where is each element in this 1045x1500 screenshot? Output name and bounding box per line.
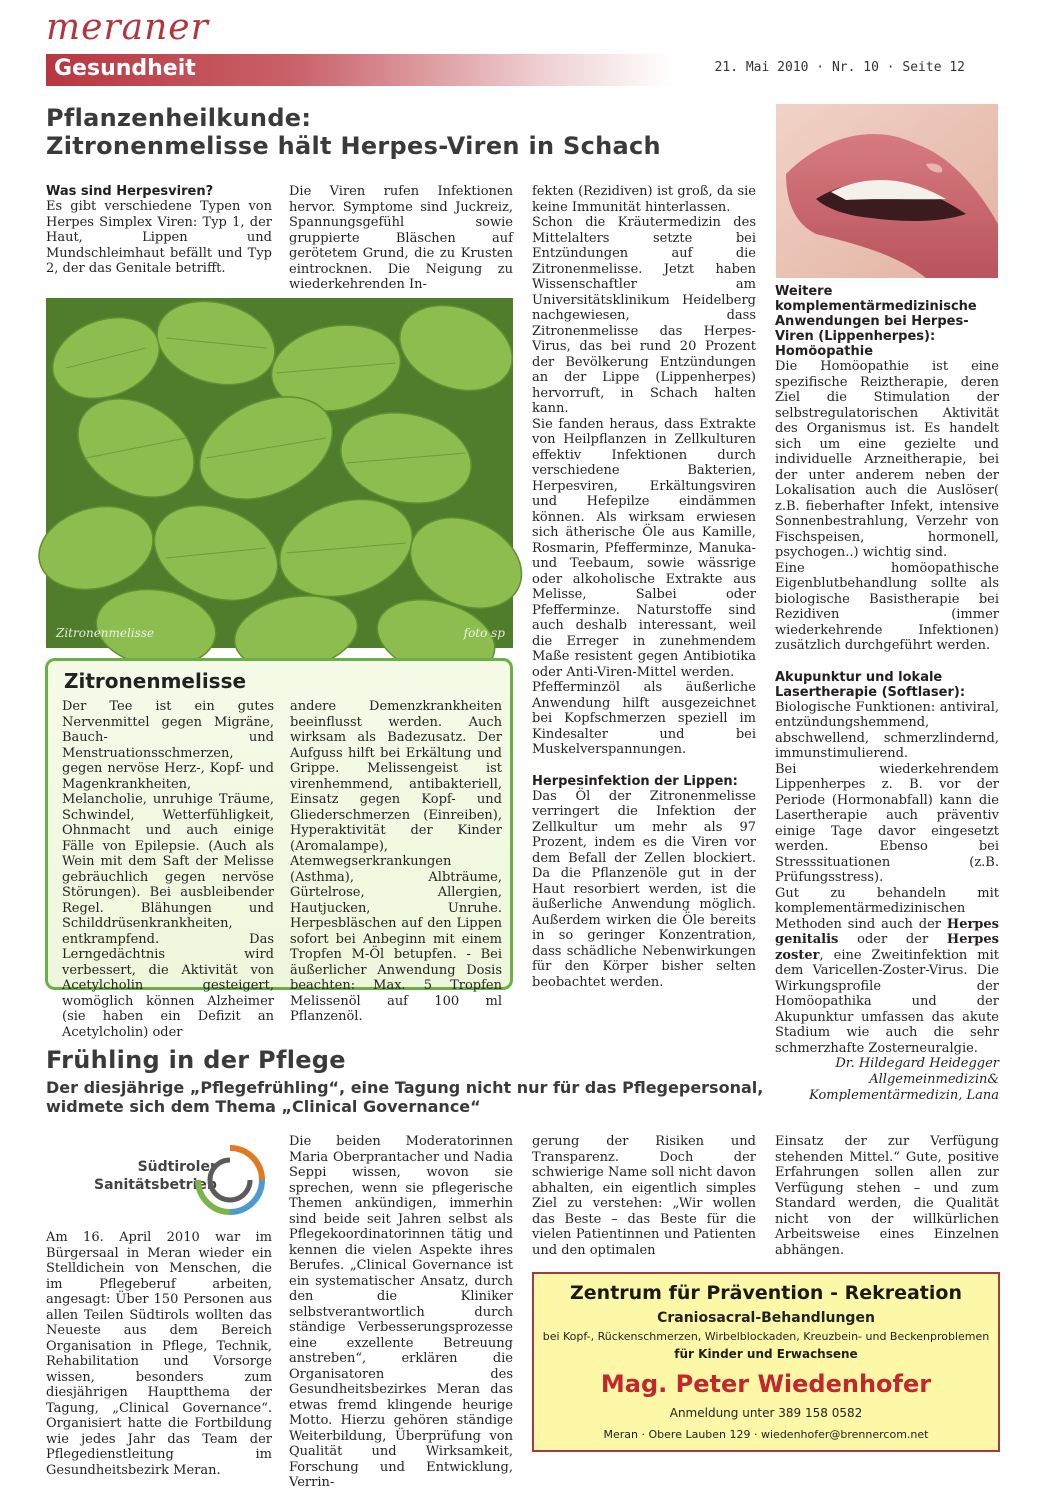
article2-col4 (775, 1134, 999, 1264)
subheading-homoeopathie: Homöopathie (775, 344, 874, 359)
paragraph: Biologische Funktionen: antiviral, entzündungshemmend, abschwellend, schmerzlindernd, immunstimulierend. (775, 699, 999, 761)
ad-phone: Anmeldung unter 389 158 0582 (669, 1406, 863, 1420)
article1-col4 (775, 284, 999, 1103)
suedtiroler-sanitaetsbetrieb-logo: Südtiroler Sanitätsbetrieb (46, 1138, 272, 1224)
article2-col1 (46, 1230, 272, 1478)
article1-col1 (46, 184, 272, 284)
advertisement (532, 1272, 1000, 1452)
author-affiliation: Allgemeinmedizin& Komplementärmedizin, Lana (809, 1072, 999, 1103)
article2-title: Frühling in der Pflege (46, 1046, 346, 1074)
article2-col2 (289, 1134, 513, 1490)
subheading-herpesviren: Was sind Herpesviren? (46, 184, 214, 199)
info-box-col2 (290, 699, 502, 1024)
paragraph: andere Demenzkrankheiten beeinflusst werden. Auch wirksam als Badezusatz. Der Aufguss hilft bei Erkältung und Grippe. Melissengeist ist virenhemmend, antibakteriell, Einsatz gegen Kopf- und Gliederschmerzen (Einreiben), Hyperaktivität der Kinder (Aromalampe), Atemwegserkrankungen (Asthma), Albträume, Gürtelrose, Allergien, Hautjucken, Unruhe. Herpesbläschen auf den Lippen sofort bei Anbeginn mit einem Tropfen M-Öl betupfen. - Bei äußerlicher Anwendung Dosis beachten: Max. 5 Tropfen Melissenöl auf 100 ml Pflanzenöl. (290, 699, 502, 1024)
paragraph: fekten (Rezidiven) ist groß, da sie keine Immunität hinterlassen. (532, 184, 756, 215)
paragraph: Eine homöopathische Eigenblutbehandlung sollte als biologische Basistherapie bei Rezidiven (immer wiederkehrende Infektionen) zusätzlich durchgeführt werden. (775, 560, 999, 653)
paragraph: Bei wiederkehrendem Lippenherpes z. B. vor der Periode (Hormonabfall) kann die Lasertherapie auch präventiv einige Tage davor eingesetzt werden. Ebenso bei Stresssituationen (z.B. Prüfungsstress). (775, 761, 999, 885)
info-box-col1 (62, 699, 274, 1040)
photo-credit: foto sp (463, 626, 505, 640)
subheading-akupunktur: Akupunktur und lokale Lasertherapie (Softlaser): (775, 669, 966, 700)
info-box-zitronenmelisse (45, 658, 513, 1040)
photo-caption: Zitronenmelisse (56, 626, 155, 640)
paragraph: Der Tee ist ein gutes Nervenmittel gegen Migräne, Bauch- und Menstruationsschmerzen, gegen nervöse Herz-, Kopf- und Magenkrankheiten, Melancholie, unruhige Träume, Schwindel, Wetterfühligkeit, Ohnmacht und auch einige Fälle von Epilepsie. (Auch als Wein mit dem Saft der Melisse gebräuchlich gegen nervöse Störungen). Bei ausbleibender Regel. Blähungen und Schilddrüsenkrankheiten, entkrampfend. Das Lerngedächtnis wird verbessert, die Aktivität von Acetylcholin gesteigert, womöglich können Alzheimer (sie haben ein Defizit an Acetylcholin) oder (62, 699, 274, 1040)
paragraph: Es gibt verschiedene Typen von Herpes Simplex Viren: Typ 1, der Haut, Lippen und Mundschleimhaut befällt und Typ 2, der das Genitale betrifft. (46, 199, 272, 276)
subheading-komplementaer: Weitere komplementärmedizinische Anwendungen bei Herpes-Viren (Lippenherpes): (775, 284, 977, 344)
section-title: Gesundheit (54, 56, 196, 81)
paragraph: Einsatz der zur Verfügung stehenden Mittel.“ Gute, positive Erfahrungen sollen allen zur Verfügung stehen – und zum Standard werden, die Qualität nicht von der willkürlichen Arbeitsweise eines Einzelnen abhängen. (775, 1134, 999, 1258)
article2-col3 (532, 1134, 756, 1264)
author-name: Dr. Hildegard Heidegger (835, 1056, 999, 1071)
paragraph: Sie fanden heraus, dass Extrakte von Heilpflanzen in Zellkulturen effektiv Infektionen durch verschiedene Bakterien, Herpesviren, Erkältungsviren und Hefepilze eindämmen können. Als wirksam erwiesen sich ätherische Öle aus Kamille, Rosmarin, Pfefferminze, Manuka- und Teebaum, sowie wässrige oder alkoholische Extrakte aus Melisse, Salbei oder Pfefferminze. Naturstoffe sind auch deshalb interessant, weil die Erreger in zunehmendem Maße resistent gegen Antibiotika oder Anti-Viren-Mittel werden. (532, 416, 756, 680)
ad-description: bei Kopf-, Rückenschmerzen, Wirbelblockaden, Kreuzbein- und Beckenproblemen (542, 1330, 990, 1343)
section-bar (46, 54, 674, 86)
ad-target: für Kinder und Erwachsene (674, 1347, 858, 1361)
ad-service: Craniosacral-Behandlungen (657, 1310, 875, 1326)
article-title-line1: Pflanzenheilkunde: (46, 104, 312, 132)
lips-photo (776, 104, 998, 278)
info-box-title: Zitronenmelisse (64, 669, 247, 693)
paragraph: Am 16. April 2010 war im Bürgersaal in Meran wieder ein Stelldichein von Menschen, die im Pflegeberuf arbeiten, angesagt: Über 150 Personen aus allen Teilen Südtirols wollten das Neueste aus dem Bereich Organisation in Pflege, Technik, Rehabilitation und Vorsorge wissen, besonders zum diesjährigen Hauptthema der Tagung, „Clinical Governance“. Organisiert hatte die Fortbildung wie jedes Jahr das Team der Pflegedienstleitung im Gesundheitsbezirk Meran. (46, 1230, 272, 1478)
paragraph: Schon die Kräutermedizin des Mittelalters setzte bei Entzündungen auf die Zitronenmelisse. Jetzt haben Wissenschaftler am Universitätsklinikum Heidelberg nachgewiesen, dass Zitronenmelisse das Herpes-Virus, das bei rund 20 Prozent der Bevölkerung Entzündungen an der Lippe (Lippenherpes) hervorruft, in Schach halten kann. (532, 215, 756, 416)
paragraph: Das Öl der Zitronenmelisse verringert die Infektion der Zellkultur um mehr als 97 Prozent, indem es die Viren vor dem Befall der Zellen blockiert. Da die Pflanzenöle gut in der Haut resorbiert werden, ist die äußerliche Anwendung möglich. Außerdem wirken die Öle bereits in so geringer Konzentration, dass schädliche Nebenwirkungen für den Körper bisher selten beobachtet werden. (532, 788, 756, 990)
masthead-logo: meraner (46, 7, 209, 48)
article2-subtitle: Der diesjährige „Pflegefrühling“, eine Tagung nicht nur für das Pflegepersonal, widmete sich dem Thema „Clinical Governance“ (46, 1078, 764, 1116)
subheading-herpesinfektion: Herpesinfektion der Lippen: (532, 773, 738, 789)
article1-col2 (289, 184, 513, 292)
ad-address: Meran · Obere Lauben 129 · wiedenhofer@brennercom.net (603, 1428, 929, 1441)
paragraph: Die beiden Moderatorinnen Maria Oberprantacher und Nadia Seppi wissen, wovon sie sprechen, wenn sie pflegerische Themen ankündigen, immerhin sind beide seit Jahren selbst als Pflegekoordinatorinnen tätig und kennen die vielen Aspekte ihres Berufes. „Clinical Governance ist ein systematischer Ansatz, durch den die Kliniker selbstverantwortlich durch ständige Verbesserungsprozesse eine exzellente Betreuung anstreben“, erklären die Organisatoren des Gesundheitsbezirkes Meran das etwas fremd klingende heurige Motto. Hierzu gehören ständige Weiterbildung, Überprüfung von Qualität und Wirksamkeit, Forschung und Entwicklung, Verrin- (289, 1134, 513, 1490)
ad-headline: Zentrum für Prävention - Rekreation (570, 1282, 962, 1304)
ad-name: Mag. Peter Wiedenhofer (600, 1370, 932, 1398)
paragraph: Gut zu behandeln mit komplementärmedizinischen Methoden sind auch der Herpes genitalis oder der Herpes zoster, eine Zweitinfektion mit dem Varicellen-Zoster-Virus. Die Wirkungsprofile der Homöopathika und der Akupunktur umfassen das akute Stadium wie auch die sehr schmerzhafte Zosterneuralgie. (775, 885, 999, 1056)
paragraph: Pfefferminzöl als äußerliche Anwendung hilft ausgezeichnet bei Kopfschmerzen speziell im Kindesalter und bei Muskelverspannungen. (532, 680, 756, 757)
paragraph: gerung der Risiken und Transparenz. Doch der schwierige Name soll nicht davon abhalten, ein eigentlich simples Ziel zu verstehen: „Wir wollen das Beste – das Beste für die vielen Patientinnen und Patienten und den optimalen (532, 1134, 756, 1258)
lemon-balm-photo (46, 298, 513, 648)
dateline: 21. Mai 2010 · Nr. 10 · Seite 12 (714, 60, 965, 75)
paragraph: Die Homöopathie ist eine spezifische Reiztherapie, deren Ziel die Stimulation der selbstregulatorischen Aktivität des Organismus ist. Es handelt sich um eine gezielte und individuelle Arzneitherapie, bei der unter anderem neben der Lokalisation auch die Auslöser( z.B. fieberhafter Infekt, intensive Sonnenbestrahlung, Verzehr von Fischspeisen, hormonell, psychogen..) wichtig sind. (775, 359, 999, 560)
article-title-line2: Zitronenmelisse hält Herpes-Viren in Schach (46, 132, 661, 160)
article1-col3 (532, 184, 756, 990)
paragraph: Die Viren rufen Infektionen hervor. Symptome sind Juckreiz, Spannungsgefühl sowie gruppierte Bläschen auf gerötetem Grund, die zu Krusten eintrocknen. Die Neigung zu wiederkehrenden In- (289, 184, 513, 292)
